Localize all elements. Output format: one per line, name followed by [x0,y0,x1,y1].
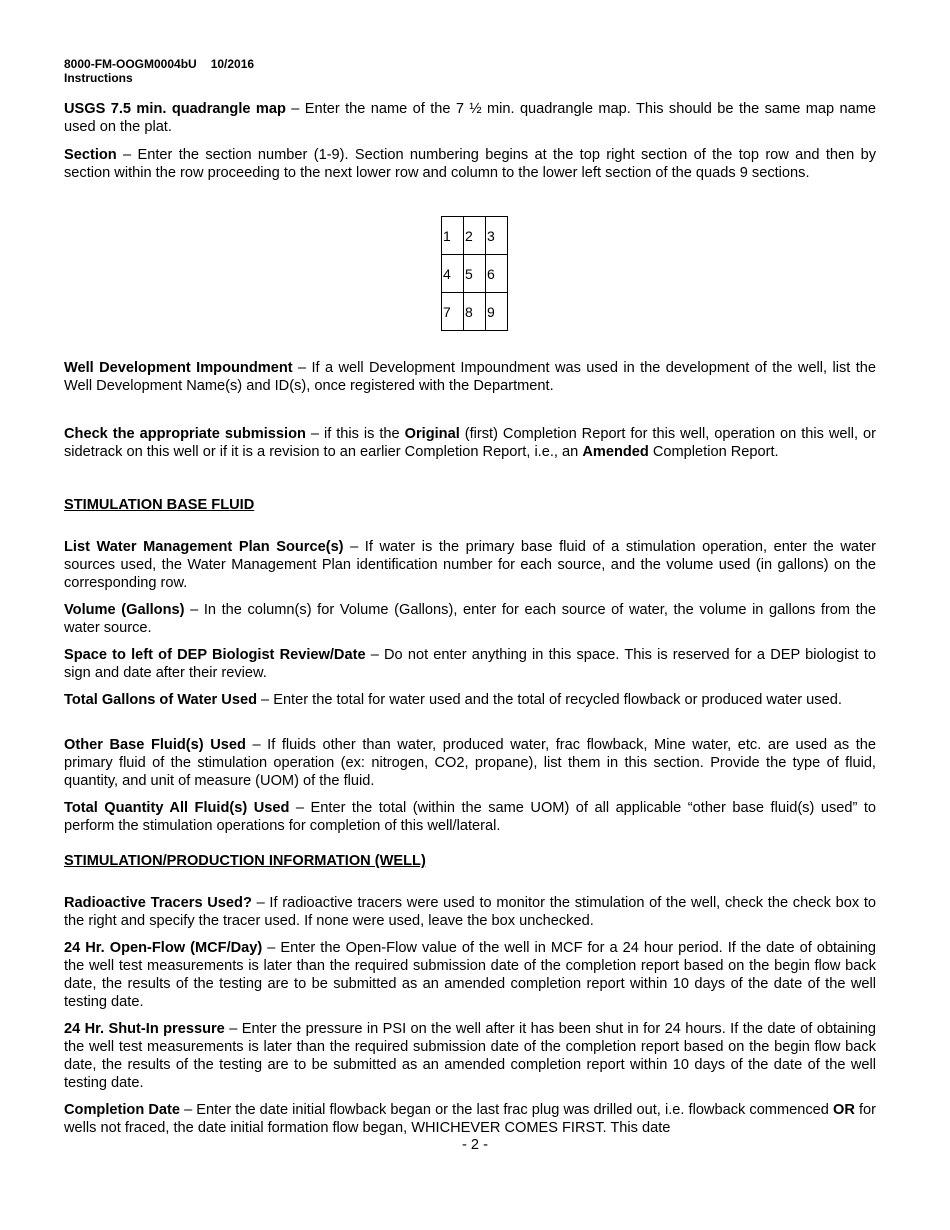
page-number: - 2 - [462,1137,488,1153]
total-water-paragraph [64,691,876,709]
description: – Enter the total for water used and the total of recycled flowback or produced water used. [256,692,842,708]
heading-stimulation-production: STIMULATION/PRODUCTION INFORMATION (WELL) [64,853,426,869]
description: (first) Completion Report for this well, operation on this well, or sidetrack on this well or if it is a revision to an earlier Completion Report, i.e., an [64,426,877,460]
header-subtitle: Instructions [64,71,133,85]
term: Completion Date [64,1102,180,1118]
form-date: 10/2016 [210,57,255,71]
water-sources-paragraph [64,538,876,592]
term: Volume (Gallons) [64,602,185,618]
grid-cell: 7 [442,293,464,331]
open-flow-paragraph [64,939,876,1011]
grid-cell: 8 [464,293,486,331]
volume-paragraph [64,601,876,637]
term: Other Base Fluid(s) Used [64,737,246,753]
heading-stimulation-base-fluid: STIMULATION BASE FLUID [64,497,255,513]
description: – Enter the section number (1-9). Section numbering begins at the top right section of the top row and then by section within the row proceeding to the next lower row and column to the lower left section of the quads 9 sections. [64,147,876,181]
term: List Water Management Plan Source(s) [64,539,344,555]
description: – Enter the date initial flowback began or the last frac plug was drilled out, i.e. flowback commenced [180,1102,833,1118]
tracers-paragraph [64,894,876,930]
grid-row [442,217,508,255]
description: – Enter the total (within the same UOM) of all applicable “other base fluid(s) used” to perform the stimulation operations for completion of this well/lateral. [64,800,876,834]
emphasis: Amended [582,444,649,460]
usgs-paragraph [64,100,876,136]
emphasis: Original [404,426,460,442]
grid-cell: 1 [442,217,464,255]
dep-space-paragraph [64,646,876,682]
document-header [64,57,254,85]
description: – Enter the name of the 7 ½ min. quadrangle map. This should be the same map name used on the plat. [64,101,876,135]
other-fluids-paragraph [64,736,876,790]
description: – If radioactive tracers were used to monitor the stimulation of the well, check the check box to the right and specify the tracer used. If none were used, leave the box unchecked. [64,895,876,929]
total-fluids-paragraph [64,799,876,835]
grid-cell: 6 [486,255,508,293]
description: – In the column(s) for Volume (Gallons), enter for each source of water, the volume in gallons from the water source. [64,602,876,636]
term: Section [64,147,117,163]
description: – If water is the primary base fluid of a stimulation operation, enter the water sources used, the Water Management Plan identification number for each source, and the volume used (in gallons) on the corresponding row. [64,539,877,591]
term: Space to left of DEP Biologist Review/Date [64,647,366,663]
grid-row [442,255,508,293]
section-grid [441,216,508,331]
term: Well Development Impoundment [64,360,293,376]
description: – Enter the pressure in PSI on the well after it has been shut in for 24 hours. If the date of obtaining the well test measurements is later than the required submission date of the completion report based on the begin flow back date, the results of the testing are to be submitted as an amended completion report within 10 days of the date of the well testing date. [64,1021,876,1091]
shut-in-paragraph [64,1020,876,1092]
term: USGS 7.5 min. quadrangle map [64,101,286,117]
grid-cell: 2 [464,217,486,255]
term: Radioactive Tracers Used? [64,895,252,911]
description: Completion Report. [648,444,779,460]
completion-paragraph [64,1101,876,1137]
section-paragraph [64,146,876,182]
grid-cell: 9 [486,293,508,331]
impoundment-paragraph [64,359,876,395]
description: – Enter the Open-Flow value of the well in MCF for a 24 hour period. If the date of obtaining the well test measurements is later than the required submission date of the completion report based on the begin flow back date, the results of the testing are to be submitted as an amended completion report within 10 days of the date of the well testing date. [64,940,876,1010]
description: – If fluids other than water, produced water, frac flowback, Mine water, etc. are used as the primary fluid of the stimulation operation (ex: nitrogen, CO2, propane), list them in this section. Provide the type of fluid, quantity, and unit of measure (UOM) of the fluid. [64,737,876,789]
description: – If a well Development Impoundment was used in the development of the well, list the Well Development Name(s) and ID(s), once registered with the Department. [64,360,876,394]
grid-cell: 4 [442,255,464,293]
term: 24 Hr. Open-Flow (MCF/Day) [64,940,263,956]
term: Total Quantity All Fluid(s) Used [64,800,290,816]
description: for wells not fraced, the date initial formation flow began, WHICHEVER COMES FIRST. This date [64,1102,877,1136]
emphasis: OR [832,1102,855,1118]
term: 24 Hr. Shut-In pressure [64,1021,225,1037]
term: Check the appropriate submission [64,426,306,442]
grid-row [442,293,508,331]
submission-paragraph [64,425,876,461]
form-id: 8000-FM-OOGM0004bU [64,57,197,71]
description: – Do not enter anything in this space. This is reserved for a DEP biologist to sign and date after their review. [64,647,876,681]
term: Total Gallons of Water Used [64,692,257,708]
description: – if this is the [305,426,405,442]
grid-cell: 3 [486,217,508,255]
grid-cell: 5 [464,255,486,293]
